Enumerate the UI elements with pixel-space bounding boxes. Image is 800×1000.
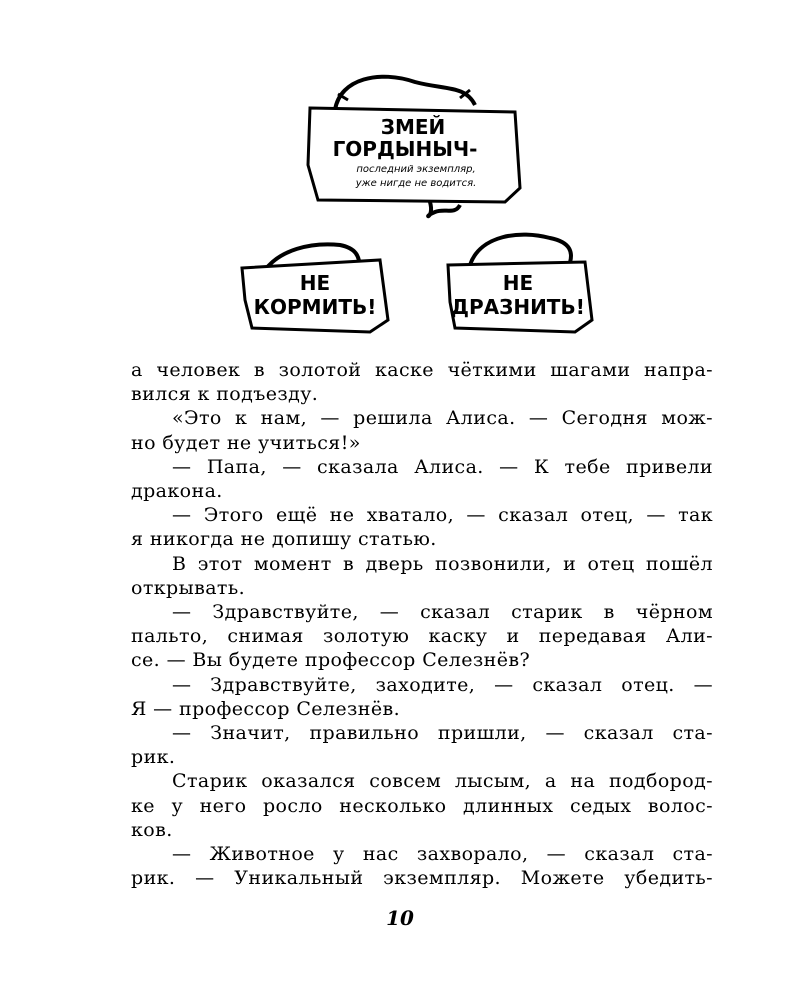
text-line: а человек в золотой каске чёткими шагами напра- xyxy=(131,359,713,381)
paragraph xyxy=(131,455,713,503)
text-line: но будет не учиться!» xyxy=(131,431,361,454)
text-line: — Здравствуйте, заходите, — сказал отец. — xyxy=(172,673,713,696)
text-line: — Животное у нас захворало, — сказал ста- xyxy=(172,843,713,866)
sign-right-line1: НЕ xyxy=(502,271,534,295)
sign-right xyxy=(448,235,592,332)
paragraph xyxy=(131,358,713,406)
sign-top-line4: уже нигде не водится. xyxy=(355,178,477,189)
signs-illustration xyxy=(230,70,600,340)
body-text xyxy=(131,358,713,890)
page-number: 10 xyxy=(386,906,414,930)
text-line: В этот момент в дверь позвонили, и отец пошёл xyxy=(172,552,713,575)
paragraph xyxy=(131,769,713,842)
sign-top-line2: ГОРДЫНЫЧ- xyxy=(332,137,478,161)
text-line: Старик оказался совсем лысым, а на подбород- xyxy=(172,770,713,793)
text-line: — Здравствуйте, — сказал старик в чёрном xyxy=(172,601,713,624)
paragraph xyxy=(131,842,713,890)
text-line: «Это к нам, — решила Алиса. — Сегодня мож- xyxy=(172,407,713,430)
paragraph xyxy=(131,406,713,454)
text-line: се. — Вы будете профессор Селезнёв? xyxy=(131,649,531,672)
sign-left-line2: КОРМИТЬ! xyxy=(253,295,377,319)
rope-icon xyxy=(338,90,470,100)
rope-icon xyxy=(335,77,475,110)
sign-left-line1: НЕ xyxy=(299,271,331,295)
text-line: рик. xyxy=(131,746,176,769)
text-line: пальто, снимая золотую каску и передавая Али- xyxy=(131,625,713,648)
text-line: ке у него росло несколько длинных седых волос- xyxy=(131,794,713,817)
paragraph xyxy=(131,552,713,600)
text-line: Я — профессор Селезнёв. xyxy=(131,697,401,720)
sign-left xyxy=(242,244,388,332)
sign-top-line1: ЗМЕЙ xyxy=(380,115,446,139)
paragraph xyxy=(131,673,713,721)
sign-right-line2: ДРАЗНИТЬ! xyxy=(451,295,585,319)
text-line: вился к подъезду. xyxy=(131,383,319,406)
sign-top-line3: последний экземпляр, xyxy=(356,164,476,175)
text-line: дракона. xyxy=(131,480,223,503)
text-line: ков. xyxy=(131,818,173,841)
text-line: рик. — Уникальный экземпляр. Можете убедить- xyxy=(131,867,713,890)
paragraph xyxy=(131,721,713,769)
text-line: открывать. xyxy=(131,576,246,599)
rope-icon xyxy=(428,202,460,216)
text-line: я никогда не допишу статью. xyxy=(131,528,437,551)
text-line: — Этого ещё не хватало, — сказал отец, — так xyxy=(172,504,713,527)
paragraph xyxy=(131,503,713,551)
sign-top xyxy=(308,77,520,217)
text-line: — Значит, правильно пришли, — сказал ста- xyxy=(172,722,713,745)
paragraph xyxy=(131,600,713,673)
text-line: — Папа, — сказала Алиса. — К тебе привели xyxy=(172,455,713,478)
